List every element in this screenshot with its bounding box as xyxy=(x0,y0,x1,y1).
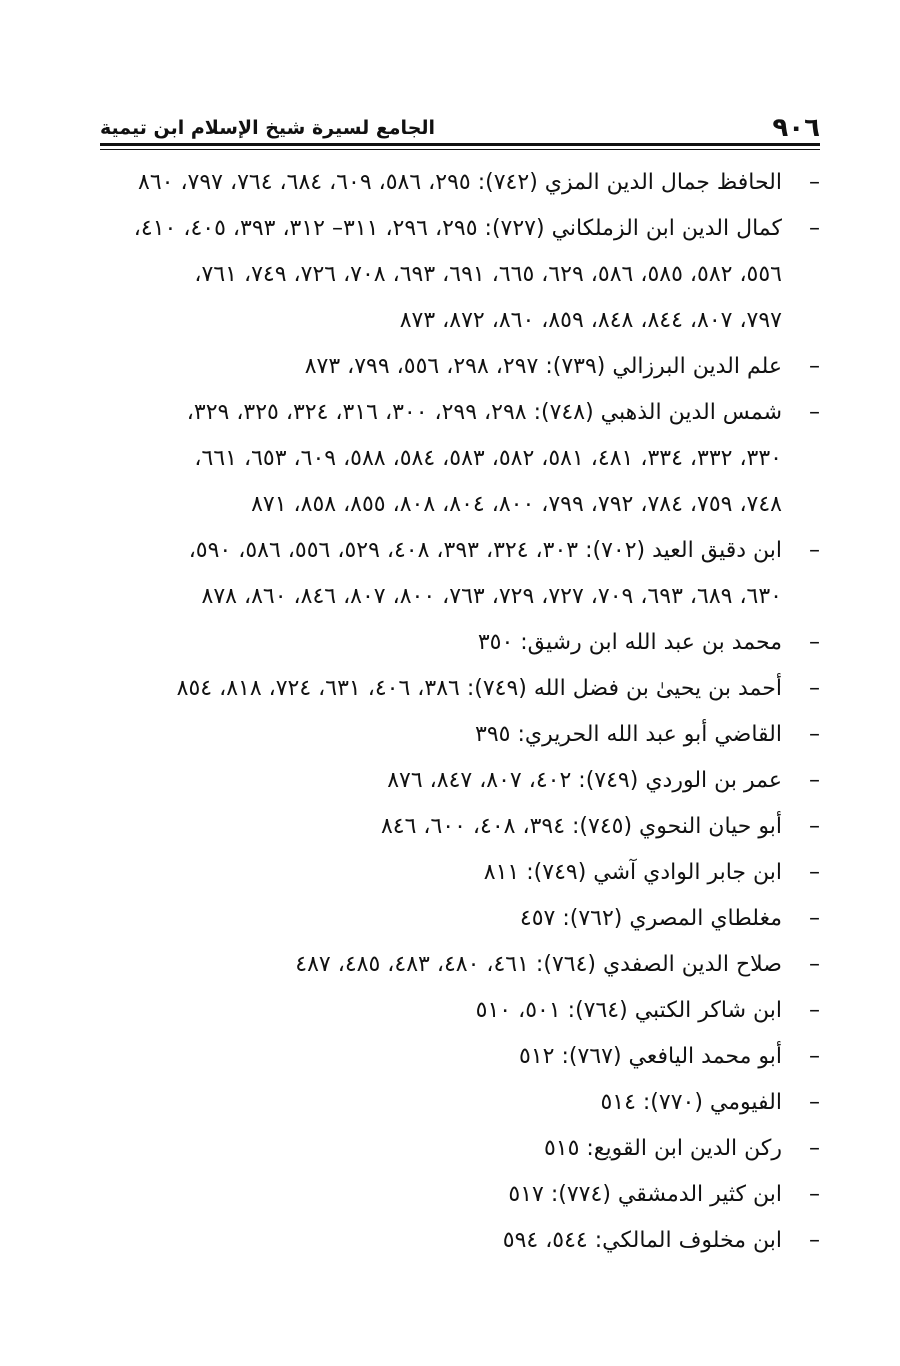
index-entry xyxy=(80,206,820,344)
index-entry xyxy=(80,942,820,988)
index-entry xyxy=(80,1080,820,1126)
index-entry xyxy=(80,1172,820,1218)
index-entry xyxy=(80,344,820,390)
index-entry-line: – ابن جابر الوادي آشي (٧٤٩): ٨١١ xyxy=(483,860,782,885)
index-entry xyxy=(80,666,820,712)
index-entry xyxy=(80,160,820,206)
index-entry xyxy=(80,988,820,1034)
index-entry-line: – أحمد بن يحيىٰ بن فضل الله (٧٤٩): ٣٨٦، ٤٠٦، ٦٣١، ٧٢٤، ٨١٨، ٨٥٤ xyxy=(176,676,782,701)
index-entry-line: ٧٤٨، ٧٥٩، ٧٨٤، ٧٩٢، ٧٩٩، ٨٠٠، ٨٠٤، ٨٠٨، ٨٥٥، ٨٥٨، ٨٧١ xyxy=(251,492,782,517)
index-entry-line: – عمر بن الوردي (٧٤٩): ٤٠٢، ٨٠٧، ٨٤٧، ٨٧٦ xyxy=(387,768,782,793)
index-entry-line: – محمد بن عبد الله ابن رشيق: ٣٥٠ xyxy=(477,630,782,655)
index-entry-line: – أبو حيان النحوي (٧٤٥): ٣٩٤، ٤٠٨، ٦٠٠، ٨٤٦ xyxy=(380,814,782,839)
index-entry-line: – ابن كثير الدمشقي (٧٧٤): ٥١٧ xyxy=(508,1182,782,1207)
index-entry-line: – الحافظ جمال الدين المزي (٧٤٢): ٢٩٥، ٥٨٦، ٦٠٩، ٦٨٤، ٧٦٤، ٧٩٧، ٨٦٠ xyxy=(138,170,782,195)
index-entry-line: – القاضي أبو عبد الله الحريري: ٣٩٥ xyxy=(475,722,782,747)
index-entry-line: ٥٥٦، ٥٨٢، ٥٨٥، ٥٨٦، ٦٢٩، ٦٦٥، ٦٩١، ٦٩٣، ٧٠٨، ٧٢٦، ٧٤٩، ٧٦١، xyxy=(194,262,782,287)
index-entry-line: – كمال الدين ابن الزملكاني (٧٢٧): ٢٩٥، ٢٩٦، ٣١١– ٣١٢، ٣٩٣، ٤٠٥، ٤١٠، xyxy=(133,216,782,241)
index-entry xyxy=(80,1218,820,1264)
index-entry xyxy=(80,896,820,942)
index-entry-line: – صلاح الدين الصفدي (٧٦٤): ٤٦١، ٤٨٠، ٤٨٣، ٤٨٥، ٤٨٧ xyxy=(295,952,782,977)
index-entry-line: – ابن مخلوف المالكي: ٥٤٤، ٥٩٤ xyxy=(502,1228,782,1253)
page-header xyxy=(100,113,820,143)
index-entry-line: – علم الدين البرزالي (٧٣٩): ٢٩٧، ٢٩٨، ٥٥٦، ٧٩٩، ٨٧٣ xyxy=(304,354,782,379)
index-entry-line: ٦٣٠، ٦٨٩، ٦٩٣، ٧٠٩، ٧٢٧، ٧٢٩، ٧٦٣، ٨٠٠، ٨٠٧، ٨٤٦، ٨٦٠، ٨٧٨ xyxy=(201,584,782,609)
index-entry xyxy=(80,804,820,850)
header-rule-thick xyxy=(100,143,820,146)
index-entry xyxy=(80,712,820,758)
index-entry xyxy=(80,1126,820,1172)
index-entry-line: – أبو محمد اليافعي (٧٦٧): ٥١٢ xyxy=(519,1044,782,1069)
index-entry-line: – ابن دقيق العيد (٧٠٢): ٣٠٣، ٣٢٤، ٣٩٣، ٤٠٨، ٥٢٩، ٥٥٦، ٥٨٦، ٥٩٠، xyxy=(188,538,782,563)
index-entry-line: – ابن شاكر الكتبي (٧٦٤): ٥٠١، ٥١٠ xyxy=(475,998,782,1023)
index-entry xyxy=(80,620,820,666)
index-entry-line: ٣٣٠، ٣٣٢، ٣٣٤، ٤٨١، ٥٨١، ٥٨٢، ٥٨٣، ٥٨٤، ٥٨٨، ٦٠٩، ٦٥٣، ٦٦١، xyxy=(194,446,782,471)
index-entry xyxy=(80,390,820,528)
index-entry xyxy=(80,528,820,620)
header-rule-thin xyxy=(100,149,820,150)
index-entry-line: ٧٩٧، ٨٠٧، ٨٤٤، ٨٤٨، ٨٥٩، ٨٦٠، ٨٧٢، ٨٧٣ xyxy=(399,308,782,333)
index-entry xyxy=(80,1034,820,1080)
index-entry-list xyxy=(80,160,820,1264)
index-entry-line: – ركن الدين ابن القويع: ٥١٥ xyxy=(543,1136,782,1161)
index-entry-line: – مغلطاي المصري (٧٦٢): ٤٥٧ xyxy=(519,906,782,931)
running-title: الجامع لسيرة شيخ الإسلام ابن تيمية xyxy=(100,117,436,139)
page-number: ٩٠٦ xyxy=(772,113,820,143)
index-entry-line: – الفيومي (٧٧٠): ٥١٤ xyxy=(600,1090,782,1115)
index-entry xyxy=(80,850,820,896)
index-entry xyxy=(80,758,820,804)
index-entry-line: – شمس الدين الذهبي (٧٤٨): ٢٩٨، ٢٩٩، ٣٠٠، ٣١٦، ٣٢٤، ٣٢٥، ٣٢٩، xyxy=(186,400,782,425)
